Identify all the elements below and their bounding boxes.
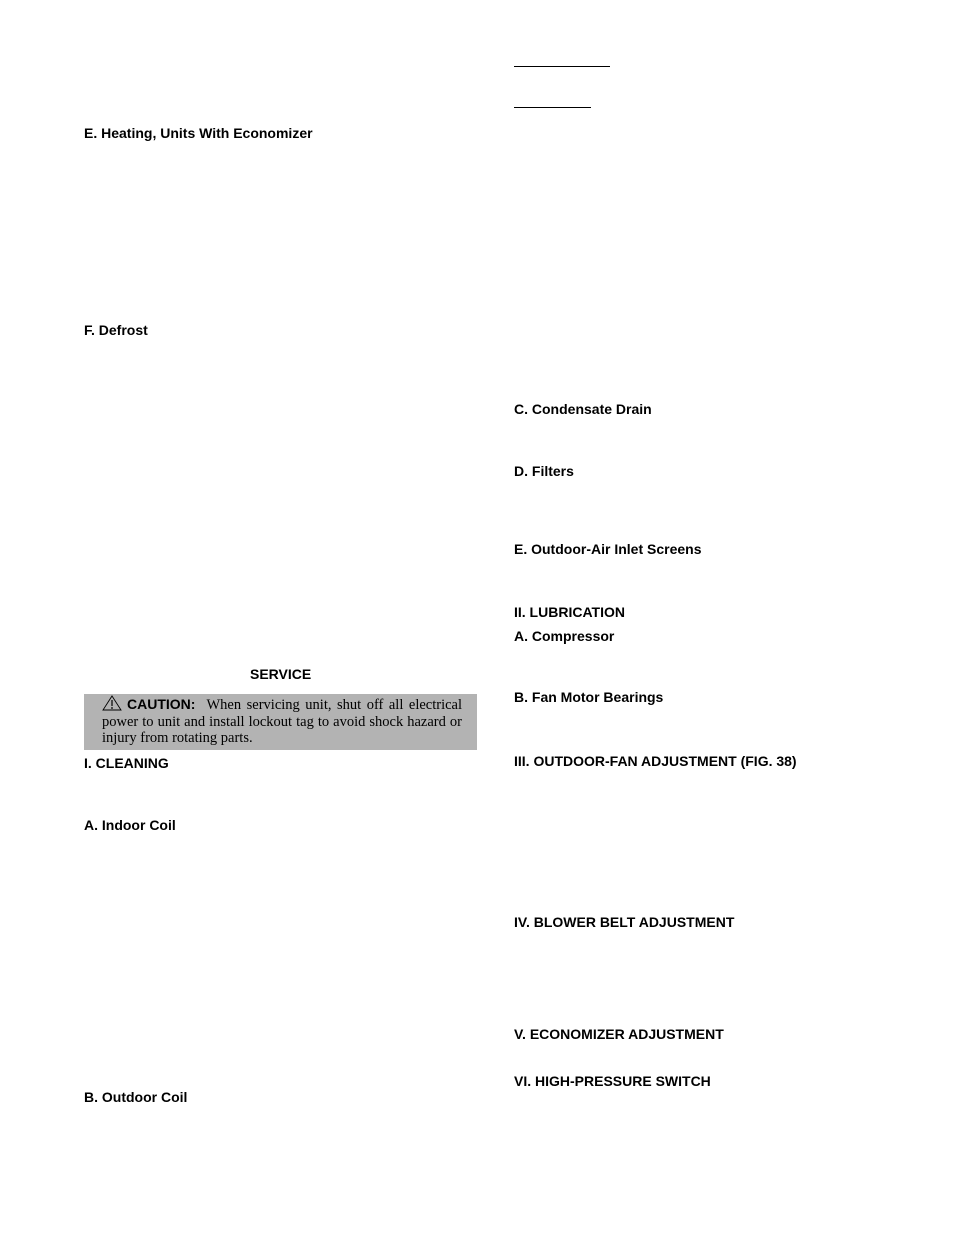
caution-label: CAUTION:	[127, 696, 196, 712]
heading-indoor-coil: A. Indoor Coil	[84, 817, 176, 833]
divider-rule-top	[514, 66, 610, 67]
caution-box	[84, 694, 477, 750]
heading-fan-motor-bearings: B. Fan Motor Bearings	[514, 689, 664, 705]
heading-lubrication: II. LUBRICATION	[514, 604, 625, 620]
heading-heating-units-with-economizer: E. Heating, Units With Economizer	[84, 125, 313, 141]
divider-rule-second	[514, 107, 591, 108]
heading-defrost: F. Defrost	[84, 322, 148, 338]
caution-message: When servicing unit, shut off all electrical power to unit and install lockout tag to avoid shock hazard or injury from rotating parts.	[102, 697, 462, 746]
heading-filters: D. Filters	[514, 463, 574, 479]
heading-outdoor-air-inlet-screens: E. Outdoor-Air Inlet Screens	[514, 541, 702, 557]
heading-outdoor-fan-adjustment: III. OUTDOOR-FAN ADJUSTMENT (FIG. 38)	[514, 753, 797, 769]
heading-compressor: A. Compressor	[514, 628, 615, 644]
heading-high-pressure-switch: VI. HIGH-PRESSURE SWITCH	[514, 1073, 711, 1089]
heading-cleaning: I. CLEANING	[84, 755, 169, 771]
heading-blower-belt-adjustment: IV. BLOWER BELT ADJUSTMENT	[514, 914, 735, 930]
heading-outdoor-coil: B. Outdoor Coil	[84, 1089, 188, 1105]
caution-text-block	[102, 695, 462, 747]
section-title-service: SERVICE	[250, 666, 312, 682]
heading-economizer-adjustment: V. ECONOMIZER ADJUSTMENT	[514, 1026, 724, 1042]
warning-triangle-icon	[102, 695, 122, 711]
heading-condensate-drain: C. Condensate Drain	[514, 401, 652, 417]
